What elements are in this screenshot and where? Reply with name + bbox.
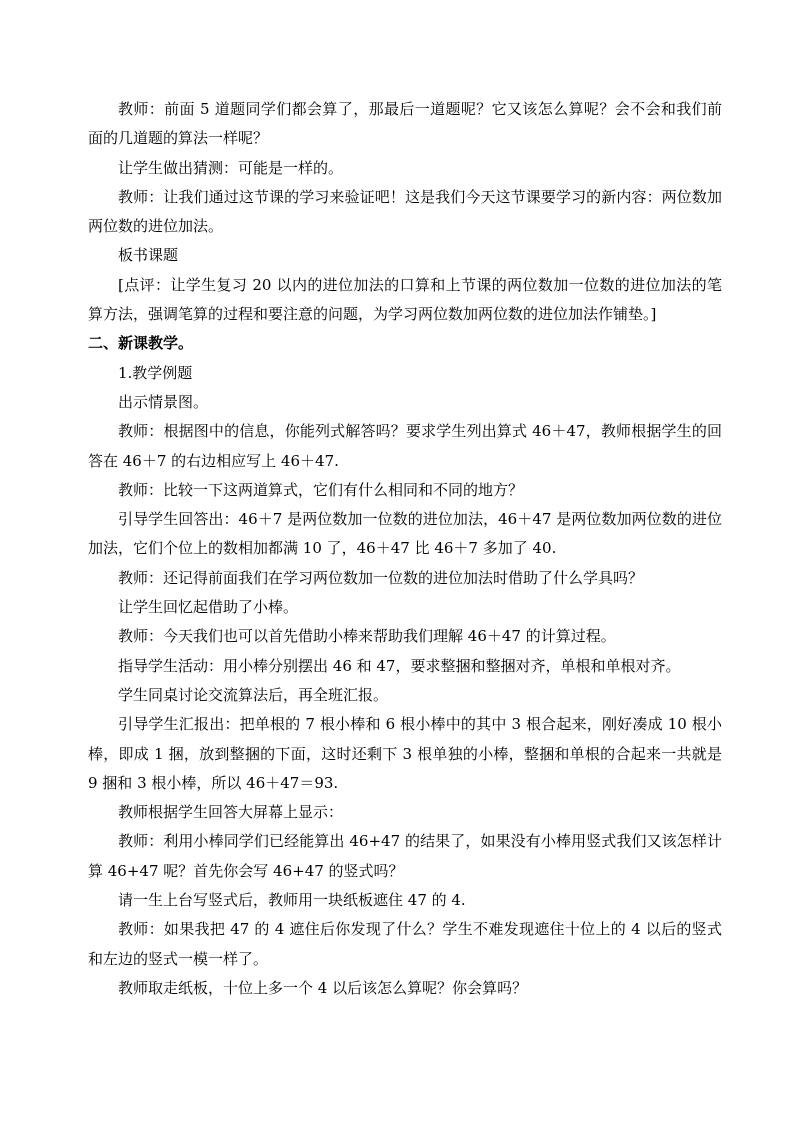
paragraph-teacher-compare: 教师：比较一下这两道算式，它们有什么相同和不同的地方？ [118,480,524,499]
paragraph-teacher-recall: 教师：还记得前面我们在学习两位数加一位数的进位加法时借助了什么学具吗？ [118,568,644,587]
paragraph-teacher-discover: 教师：如果我把 47 的 4 遮住后你发现了什么？学生不难发现遮住十位上的 4 以后的竖式和左边的竖式一模一样了。 [88,920,722,968]
paragraph-guide-answer: 引导学生回答出：46＋7 是两位数加一位数的进位加法，46＋47 是两位数加两位数的进位加法，它们个位上的数相加都满 10 了，46＋47 比 46＋7 多加了 40. [88,510,722,558]
paragraph-example: 1.教学例题 [118,363,193,382]
paragraph-cover-board: 请一生上台写竖式后，教师用一块纸板遮住 47 的 4. [118,891,466,910]
paragraph-teacher-intro: 教师：让我们通过这节课的学习来验证吧！这是我们今天这节课要学习的新内容：两位数加两位数的进位加法。 [88,187,722,236]
paragraph-show-picture: 出示情景图。 [118,392,209,411]
paragraph-teacher-remove: 教师取走纸板，十位上多一个 4 以后该怎么算呢？你会算吗？ [118,978,528,997]
paragraph-guide-report: 引导学生汇报出：把单根的 7 根小棒和 6 根小棒中的其中 3 根合起来，刚好凑成 10 根小棒，即成 1 捆，放到整捆的下面，这时还剩下 3 根单独的小棒，整捆和单根的合起来一共就是 9 捆和 3 根小棒，所以 46＋47＝93. [88,715,722,792]
paragraph-guide-activity: 指导学生活动：用小棒分别摆出 46 和 47，要求整捆和整捆对齐，单根和单根对齐。 [118,656,681,675]
paragraph-student-recall: 让学生回忆起借助了小棒。 [118,598,299,617]
section-heading-new-lesson: 二、新课教学。 [88,334,194,353]
document-page [88,95,722,1003]
paragraph-teacher-question: 教师：前面 5 道题同学们都会算了，那最后一道题呢？它又该怎么算呢？会不会和我们前面的几道题的算法一样呢？ [88,100,722,148]
paragraph-teacher-sticks: 教师：今天我们也可以首先借助小棒来帮助我们理解 46＋47 的计算过程。 [118,627,616,646]
paragraph-teacher-equation: 教师：根据图中的信息，你能列式解答吗？要求学生列出算式 46＋47，教师根据学生的回答在 46＋7 的右边相应写上 46＋47. [88,422,722,470]
paragraph-teacher-vertical: 教师：利用小棒同学们已经能算出 46+47 的结果了，如果没有小棒用竖式我们又该怎样计算 46+47 呢？首先你会写 46+47 的竖式吗？ [88,832,722,880]
paragraph-comment: [点评：让学生复习 20 以内的进位加法的口算和上节课的两位数加一位数的进位加法的笔算方法，强调笔算的过程和要注意的问题，为学习两位数加两位数的进位加法作铺垫。] [88,275,722,324]
paragraph-screen-display: 教师根据学生回答大屏幕上显示： [118,803,344,822]
paragraph-student-guess: 让学生做出猜测：可能是一样的。 [118,158,344,177]
paragraph-board-title: 板书课题 [118,246,179,265]
paragraph-discussion: 学生同桌讨论交流算法后，再全班汇报。 [118,685,389,704]
